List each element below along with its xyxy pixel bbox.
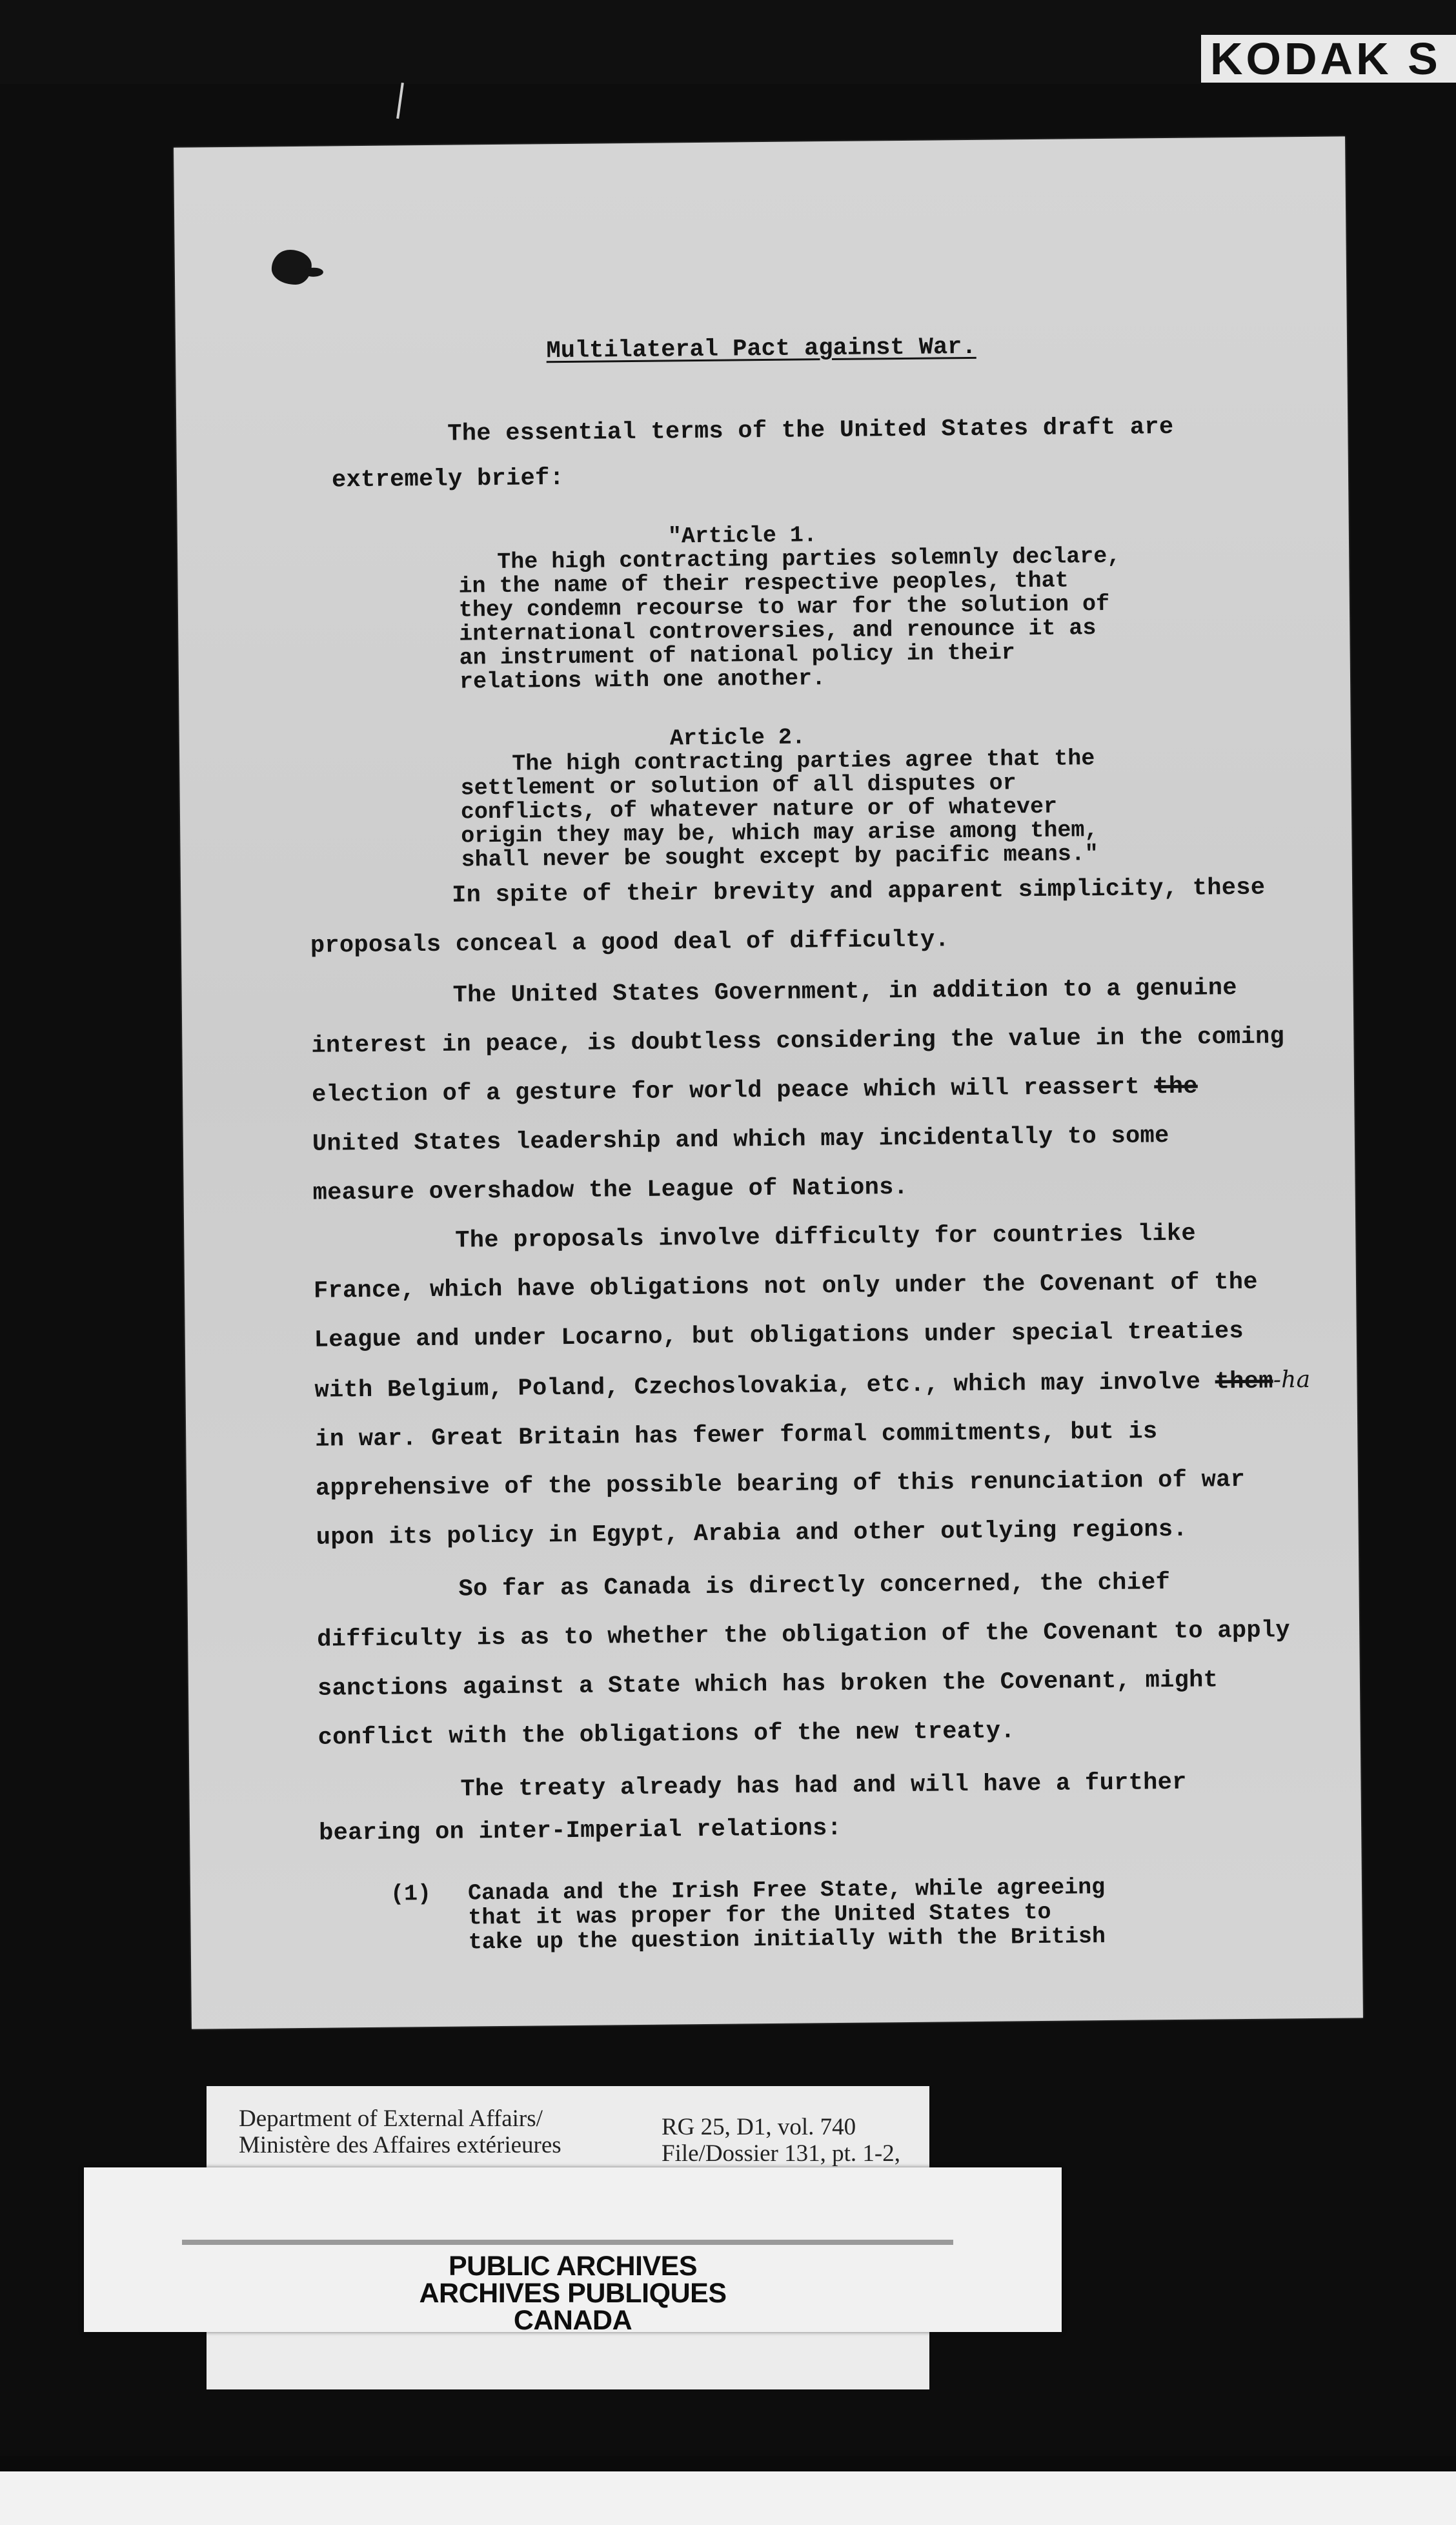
article-1-quote	[458, 521, 1122, 695]
text-line: The proposals involve difficulty for countries like	[455, 1220, 1197, 1255]
text-line: upon its policy in Egypt, Arabia and other outlying regions.	[316, 1516, 1188, 1552]
text-line: in war. Great Britain has fewer formal commitments, but is	[315, 1418, 1158, 1454]
film-bottom-edge	[0, 2456, 1456, 2525]
text-line: So far as Canada is directly concerned, the chief	[458, 1569, 1171, 1603]
text-line: The United States Government, in addition to a genuine	[452, 975, 1238, 1009]
quote-line: relations with one another.	[459, 665, 826, 695]
text-line: League and under Locarno, but obligations under special treaties	[314, 1317, 1244, 1354]
text-line: that it was proper for the United States to	[468, 1899, 1051, 1931]
department-line: Ministère des Affaires extérieures	[239, 2132, 561, 2158]
article-2-quote	[460, 723, 1098, 872]
institution-line: CANADA	[513, 2305, 632, 2336]
archives-institution-name	[84, 2253, 1062, 2334]
film-bottom-border	[0, 2456, 1456, 2471]
canada-paragraph	[316, 1557, 1291, 1762]
quote-line: an instrument of national policy in their	[459, 640, 1015, 671]
intro-paragraph	[318, 403, 1175, 505]
typed-document-page	[174, 136, 1363, 2029]
card-divider	[182, 2240, 953, 2245]
quote-line: The high contracting parties agree that the	[512, 745, 1095, 777]
reference-line: File/Dossier 131, pt. 1-2,	[662, 2140, 900, 2167]
institution-line: PUBLIC ARCHIVES	[448, 2251, 698, 2282]
ink-blot	[272, 250, 312, 285]
quote-line: The high contracting parties solemnly declare,	[497, 543, 1121, 575]
text-line: extremely brief:	[331, 464, 565, 494]
quote-line: shall never be sought except by pacific means."	[461, 841, 1098, 873]
text-line: conflict with the obligations of the new treaty.	[318, 1718, 1016, 1752]
text-segment: election of a gesture for world peace which will reassert	[311, 1073, 1155, 1109]
text-line: difficulty is as to whether the obligation of the Covenant to apply	[317, 1617, 1291, 1654]
text-line: take up the question initially with the British	[468, 1923, 1106, 1956]
quote-line: settlement or solution of all disputes or	[460, 770, 1016, 802]
quote-line: international controversies, and renounce it as	[459, 615, 1097, 647]
text-line: France, which have obligations not only under the Covenant of the	[313, 1268, 1258, 1305]
text-line: proposals conceal a good deal of difficulty.	[310, 926, 950, 960]
quote-line: in the name of their respective peoples, that	[458, 567, 1069, 600]
department-line: Department of External Affairs/	[239, 2105, 543, 2132]
quote-line: they condemn recourse to war for the solution of	[458, 591, 1110, 624]
archival-reference	[662, 2114, 900, 2167]
list-item-text	[468, 1875, 1106, 1954]
handwritten-correction: -ha	[1273, 1366, 1311, 1394]
text-line: interest in peace, is doubtless considering the value in the coming	[311, 1023, 1285, 1060]
text-line: apprehensive of the possible bearing of this renunciation of war	[315, 1466, 1246, 1503]
department-name	[239, 2105, 561, 2158]
text-line: The treaty already has had and will have a further	[460, 1769, 1187, 1803]
text-line: United States leadership and which may incidentally to some	[312, 1122, 1169, 1158]
struck-word: the	[1154, 1073, 1198, 1101]
list-item-number: (1)	[390, 1881, 432, 1907]
brevity-paragraph	[310, 864, 1266, 971]
film-edge-label: KODAK S	[1201, 35, 1456, 83]
text-line	[314, 1355, 1311, 1415]
document-title: Multilateral Pact against War.	[546, 333, 976, 365]
france-paragraph	[313, 1208, 1312, 1563]
reference-line: RG 25, D1, vol. 740	[662, 2114, 856, 2140]
text-line: bearing on inter-Imperial relations:	[318, 1814, 842, 1847]
article-heading: Article 2.	[669, 724, 806, 752]
quote-line: origin they may be, which may arise among them,	[461, 817, 1098, 849]
text-line	[312, 1061, 1285, 1119]
text-line: In spite of their brevity and apparent simplicity, these	[451, 874, 1266, 909]
text-line: sanctions against a State which has broken the Covenant, might	[317, 1667, 1218, 1703]
text-line: Canada and the Irish Free State, while agreeing	[467, 1874, 1106, 1907]
institution-line: ARCHIVES PUBLIQUES	[419, 2278, 727, 2309]
imperial-paragraph	[318, 1758, 1187, 1858]
text-line: The essential terms of the United States draft are	[447, 413, 1174, 448]
us-government-paragraph	[310, 963, 1286, 1217]
quote-line: conflicts, of whatever nature or of whatever	[460, 793, 1058, 826]
text-segment: with Belgium, Poland, Czechoslovakia, etc., which may involve	[314, 1368, 1215, 1404]
film-scratch-mark	[396, 83, 404, 119]
text-line: measure overshadow the League of Nations.	[312, 1173, 909, 1207]
struck-word: them	[1215, 1368, 1273, 1396]
article-heading: "Article 1.	[667, 522, 818, 550]
